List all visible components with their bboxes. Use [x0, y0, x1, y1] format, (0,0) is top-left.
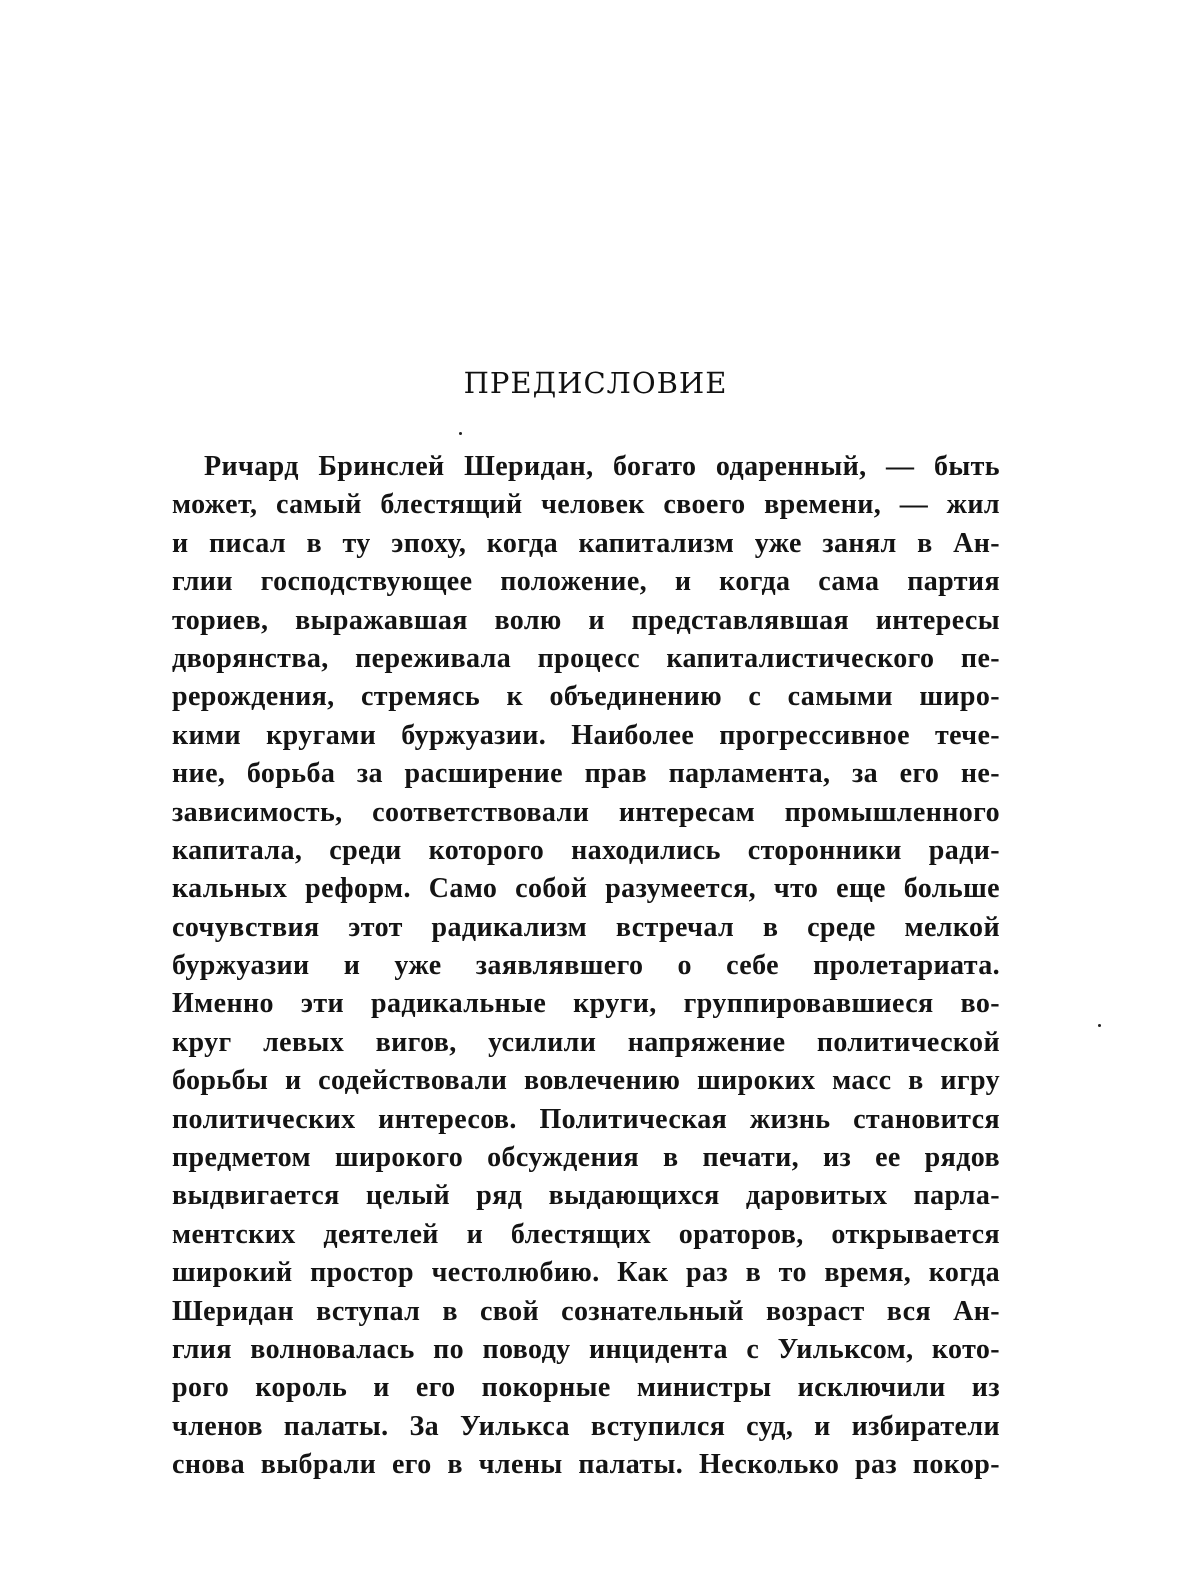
- text-line: глия волновалась по поводу инцидента с Уильксом, кото-: [172, 1333, 1000, 1365]
- scan-speck: [1098, 1024, 1101, 1027]
- text-line: Шеридан вступал в свой сознательный возраст вся Ан-: [172, 1295, 1000, 1327]
- scan-speck: [459, 432, 462, 435]
- text-line: буржуазии и уже заявлявшего о себе пролетариата.: [172, 950, 1000, 982]
- text-line: выдвигается целый ряд выдающихся даровитых парла-: [172, 1180, 1000, 1212]
- text-line: круг левых вигов, усилили напряжение политической: [172, 1026, 1000, 1058]
- text-line: Именно эти радикальные круги, группировавшиеся во-: [172, 988, 1000, 1020]
- text-line: дворянства, переживала процесс капиталистического пе-: [172, 642, 1000, 674]
- text-line: рерождения, стремясь к объединению с самыми широ-: [172, 681, 1000, 713]
- preface-text: [172, 448, 1000, 1485]
- text-line: членов палаты. За Уилькса вступился суд, и избиратели: [172, 1410, 1000, 1442]
- text-line: борьбы и содействовали вовлечению широких масс в игру: [172, 1065, 1000, 1097]
- text-line: рого король и его покорные министры исключили из: [172, 1372, 1000, 1404]
- text-line: снова выбрали его в члены палаты. Несколько раз покор-: [172, 1449, 1000, 1481]
- text-line: сочувствия этот радикализм встречал в среде мелкой: [172, 911, 1000, 943]
- text-line: ментских деятелей и блестящих ораторов, открывается: [172, 1218, 1000, 1250]
- text-line: ториев, выражавшая волю и представлявшая интересы: [172, 604, 1000, 636]
- text-line: глии господствующее положение, и когда сама партия: [172, 566, 1000, 598]
- text-line: и писал в ту эпоху, когда капитализм уже занял в Ан-: [172, 527, 1000, 559]
- text-line: зависимость, соответствовали интересам промышленного: [172, 796, 1000, 828]
- text-line: предметом широкого обсуждения в печати, из ее рядов: [172, 1142, 1000, 1174]
- page-title: ПРЕДИСЛОВИЕ: [463, 366, 728, 400]
- text-line: капитала, среди которого находились сторонники ради-: [172, 834, 1000, 866]
- text-line: политических интересов. Политическая жизнь становится: [172, 1103, 1000, 1135]
- text-line: широкий простор честолюбию. Как раз в то время, когда: [172, 1257, 1000, 1289]
- text-line: Ричард Бринслей Шеридан, богато одаренный, — быть: [204, 451, 1000, 482]
- text-line: может, самый блестящий человек своего времени, — жил: [172, 489, 1000, 521]
- text-line: кальных реформ. Само собой разумеется, что еще больше: [172, 873, 1000, 905]
- text-line: ние, борьба за расширение прав парламента, за его не-: [172, 758, 1000, 790]
- text-line: кими кругами буржуазии. Наиболее прогрессивное тече-: [172, 719, 1000, 751]
